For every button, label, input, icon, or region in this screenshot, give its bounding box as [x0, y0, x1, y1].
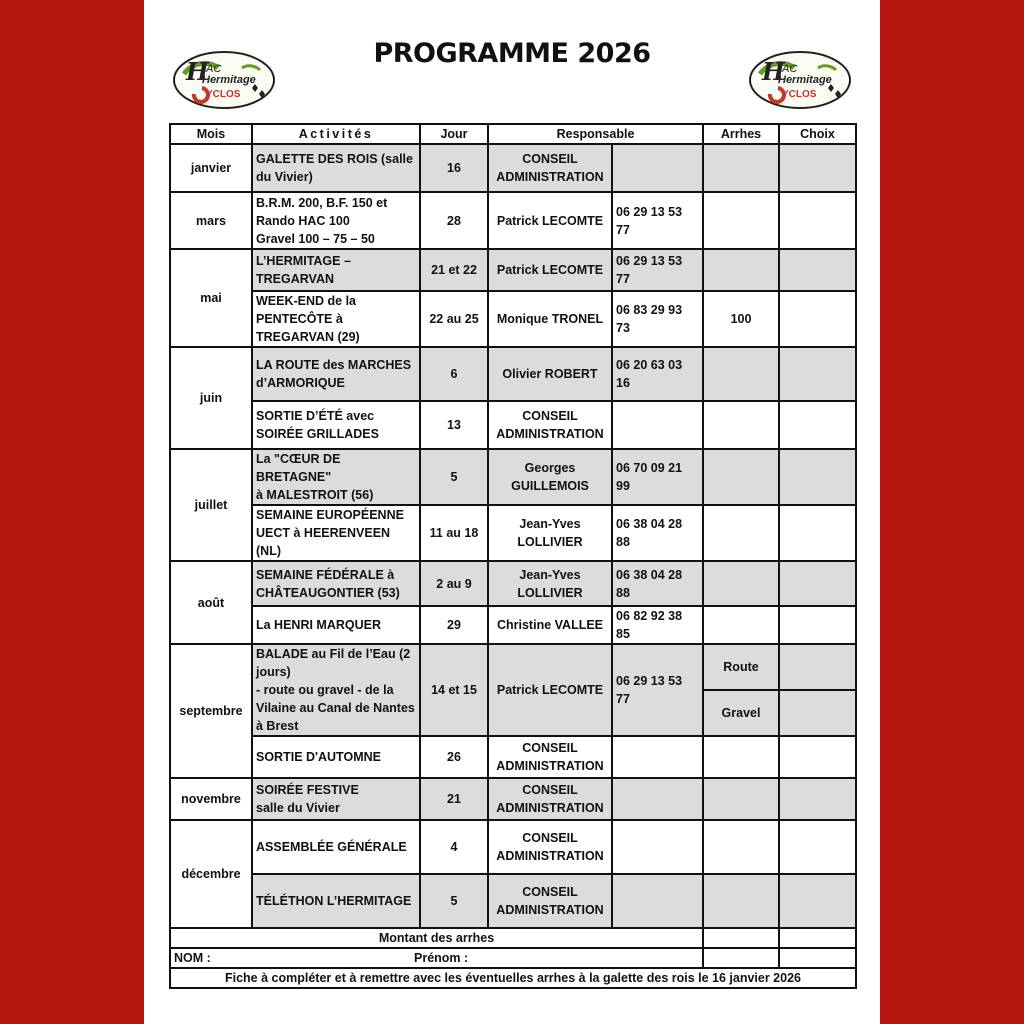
day-cell: 14 et 15	[420, 644, 488, 736]
svg-text:YCLOS: YCLOS	[206, 89, 241, 100]
header-responsable: Responsable	[488, 124, 703, 144]
responsible-cell	[488, 401, 612, 449]
submission-note: Fiche à compléter et à remettre avec les éventuelles arrhes à la galette des rois le 16 janvier 2026	[170, 968, 856, 988]
cell-line: TÉLÉTHON L’HERMITAGE	[256, 894, 412, 908]
cell-line: - route ou gravel - de la	[256, 683, 394, 697]
responsible-cell	[488, 449, 612, 505]
choice-cell[interactable]	[779, 291, 856, 347]
total-deposit-label: Montant des arrhes	[170, 928, 703, 948]
cell-line: Patrick LECOMTE	[496, 213, 604, 228]
cell-line: LOLLIVIER	[517, 585, 583, 600]
cell-line: GUILLEMOIS	[511, 479, 589, 493]
cell-line: Jean-Yves	[519, 517, 581, 531]
cell-line: L’HERMITAGE –	[256, 254, 351, 268]
day-cell: 11 au 18	[420, 505, 488, 561]
responsible-cell	[488, 144, 612, 192]
choice-cell[interactable]	[779, 401, 856, 449]
month-cell: novembre	[170, 778, 252, 820]
choice-cell[interactable]	[779, 874, 856, 928]
responsible-cell	[488, 505, 612, 561]
table-row	[170, 401, 856, 449]
table-row	[170, 144, 856, 192]
activity-cell	[252, 778, 420, 820]
cell-line: ADMINISTRATION	[496, 801, 604, 815]
header-jour: Jour	[420, 124, 488, 144]
phone-cell	[612, 144, 703, 192]
cell-line: ADMINISTRATION	[496, 759, 604, 773]
deposit-cell	[703, 874, 779, 928]
choice-cell-route[interactable]	[779, 644, 856, 690]
choice-cell[interactable]	[779, 249, 856, 291]
deposit-cell	[703, 778, 779, 820]
cell-line: GALETTE DES ROIS (salle	[256, 152, 413, 166]
header-choix: Choix	[779, 124, 856, 144]
deposit-cell	[703, 606, 779, 644]
responsible-cell	[488, 736, 612, 778]
month-cell: août	[170, 561, 252, 644]
day-cell: 5	[420, 449, 488, 505]
responsible-cell	[488, 644, 612, 736]
cell-line: CONSEIL	[522, 409, 578, 423]
table-row	[170, 778, 856, 820]
activity-cell	[252, 606, 420, 644]
cell-line: LOLLIVIER	[517, 535, 583, 549]
day-cell: 13	[420, 401, 488, 449]
day-cell: 5	[420, 874, 488, 928]
cell-line: ASSEMBLÉE GÉNÉRALE	[256, 840, 407, 854]
cell-line: Christine VALLEE	[496, 618, 604, 632]
day-cell: 28	[420, 192, 488, 249]
activity-cell	[252, 144, 420, 192]
table-row	[170, 644, 856, 690]
deposit-cell-route: Route	[703, 644, 779, 690]
deposit-cell	[703, 249, 779, 291]
day-cell: 22 au 25	[420, 291, 488, 347]
day-cell: 29	[420, 606, 488, 644]
choice-cell[interactable]	[779, 347, 856, 401]
cell-line: CHÂTEAUGONTIER (53)	[256, 585, 400, 600]
cell-line: SORTIE D’ÉTÉ avec	[256, 409, 375, 423]
table-row	[170, 874, 856, 928]
activity-cell	[252, 192, 420, 249]
cell-line: SOIRÉE GRILLADES	[256, 427, 379, 441]
activity-cell	[252, 401, 420, 449]
firstname-label: Prénom :	[414, 951, 469, 965]
choice-cell[interactable]	[779, 192, 856, 249]
total-choice-field[interactable]	[779, 928, 856, 948]
svg-text:H: H	[186, 57, 209, 86]
activity-cell	[252, 644, 420, 736]
day-cell: 6	[420, 347, 488, 401]
deposit-cell	[703, 144, 779, 192]
name-row	[170, 948, 856, 968]
phone-cell: 06 38 04 28 88	[612, 561, 703, 606]
phone-cell	[612, 820, 703, 874]
activity-cell	[252, 347, 420, 401]
cell-line: SEMAINE FÉDÉRALE à	[256, 567, 395, 582]
club-logo-left	[172, 50, 276, 110]
day-cell: 21	[420, 778, 488, 820]
choice-cell[interactable]	[779, 606, 856, 644]
svg-text:Hermitage: Hermitage	[778, 74, 832, 86]
responsible-cell	[488, 778, 612, 820]
deposit-cell: 100	[703, 291, 779, 347]
total-row	[170, 928, 856, 948]
table-row	[170, 291, 856, 347]
name-extra-field[interactable]	[703, 948, 779, 968]
cell-line: Olivier ROBERT	[502, 367, 598, 381]
phone-cell: 06 29 13 53 77	[612, 644, 703, 736]
choice-cell[interactable]	[779, 449, 856, 505]
month-cell: janvier	[170, 144, 252, 192]
header-activites: Activités	[252, 124, 420, 144]
cell-line: Patrick LECOMTE	[496, 263, 604, 277]
choice-cell[interactable]	[779, 820, 856, 874]
name-extra-field-2[interactable]	[779, 948, 856, 968]
day-cell: 21 et 22	[420, 249, 488, 291]
activity-cell	[252, 561, 420, 606]
cell-line: CONSEIL	[522, 783, 578, 797]
table-header-row	[170, 124, 856, 144]
activity-cell	[252, 291, 420, 347]
phone-cell	[612, 736, 703, 778]
deposit-cell	[703, 561, 779, 606]
choice-cell-gravel[interactable]	[779, 690, 856, 736]
cell-line: CONSEIL	[522, 885, 578, 899]
cell-line: Rando HAC 100	[256, 213, 350, 228]
month-cell: mai	[170, 249, 252, 347]
cell-line: WEEK-END de la	[256, 294, 357, 308]
name-field[interactable]	[170, 948, 703, 968]
table-row	[170, 561, 856, 606]
phone-cell: 06 82 92 38 85	[612, 606, 703, 644]
cell-line: UECT à HEERENVEEN (NL)	[256, 526, 391, 558]
deposit-cell	[703, 820, 779, 874]
cell-line: BALADE au Fil de l’Eau (2	[256, 647, 411, 661]
phone-cell: 06 38 04 28 88	[612, 505, 703, 561]
table-row	[170, 192, 856, 249]
cell-line: TREGARVAN	[256, 272, 335, 286]
responsible-cell	[488, 561, 612, 606]
cell-line: ADMINISTRATION	[496, 427, 604, 441]
phone-cell: 06 20 63 03 16	[612, 347, 703, 401]
deposit-cell	[703, 736, 779, 778]
cell-line: Gravel 100 – 75 – 50	[256, 231, 375, 246]
cell-line: d’ARMORIQUE	[256, 376, 345, 390]
cell-line: Georges	[524, 461, 576, 475]
total-deposit-field[interactable]	[703, 928, 779, 948]
phone-cell: 06 29 13 53 77	[612, 249, 703, 291]
activity-cell	[252, 449, 420, 505]
activity-cell	[252, 874, 420, 928]
activity-cell	[252, 249, 420, 291]
header-arrhes: Arrhes	[703, 124, 779, 144]
phone-cell	[612, 778, 703, 820]
responsible-cell	[488, 347, 612, 401]
choice-cell[interactable]	[779, 505, 856, 561]
responsible-cell	[488, 820, 612, 874]
cell-line: La HENRI MARQUER	[256, 618, 382, 632]
cell-line: TREGARVAN (29)	[256, 330, 360, 344]
phone-cell: 06 29 13 53 77	[612, 192, 703, 249]
day-cell: 26	[420, 736, 488, 778]
cell-line: Monique TRONEL	[496, 312, 604, 326]
responsible-cell	[488, 606, 612, 644]
activity-cell	[252, 820, 420, 874]
phone-cell	[612, 874, 703, 928]
page-title: PROGRAMME 2026	[373, 38, 651, 69]
cell-line: ADMINISTRATION	[496, 849, 604, 863]
day-cell: 2 au 9	[420, 561, 488, 606]
month-cell: juin	[170, 347, 252, 449]
cell-line: SEMAINE EUROPÉENNE	[256, 508, 404, 522]
svg-text:YCLOS: YCLOS	[782, 89, 817, 100]
cell-line: CONSEIL	[522, 831, 578, 845]
month-cell: décembre	[170, 820, 252, 928]
table-row	[170, 505, 856, 561]
phone-cell	[612, 401, 703, 449]
month-cell: mars	[170, 192, 252, 249]
club-logo-right	[748, 50, 852, 110]
deposit-cell	[703, 192, 779, 249]
table-row	[170, 606, 856, 644]
note-row	[170, 968, 856, 988]
table-row	[170, 820, 856, 874]
deposit-cell-gravel: Gravel	[703, 690, 779, 736]
cell-line: du Vivier)	[256, 170, 313, 184]
cell-line: CONSEIL	[522, 152, 578, 166]
responsible-cell	[488, 249, 612, 291]
cell-line: PENTECÔTE à	[256, 312, 343, 326]
cell-line: Jean-Yves	[519, 567, 581, 582]
choice-cell[interactable]	[779, 736, 856, 778]
deposit-cell	[703, 347, 779, 401]
cell-line: CONSEIL	[522, 741, 578, 755]
table-row	[170, 449, 856, 505]
cell-line: jours)	[256, 665, 291, 679]
table-row	[170, 736, 856, 778]
choice-cell[interactable]	[779, 778, 856, 820]
cell-line: Vilaine au Canal de Nantes	[256, 701, 415, 715]
month-cell: septembre	[170, 644, 252, 778]
day-cell: 16	[420, 144, 488, 192]
activity-cell	[252, 736, 420, 778]
cell-line: La "CŒUR DE BRETAGNE"	[256, 452, 341, 484]
header-mois: Mois	[170, 124, 252, 144]
deposit-cell	[703, 505, 779, 561]
choice-cell[interactable]	[779, 561, 856, 606]
svg-text:H: H	[762, 57, 785, 86]
month-cell: juillet	[170, 449, 252, 561]
svg-text:Hermitage: Hermitage	[202, 74, 256, 86]
name-label: NOM :	[174, 951, 211, 965]
phone-cell: 06 70 09 21 99	[612, 449, 703, 505]
cell-line: à Brest	[256, 719, 299, 733]
table-row	[170, 347, 856, 401]
responsible-cell	[488, 192, 612, 249]
cell-line: B.R.M. 200, B.F. 150 et	[256, 195, 388, 210]
cell-line: ADMINISTRATION	[496, 903, 604, 917]
phone-cell: 06 83 29 93 73	[612, 291, 703, 347]
programme-table	[169, 123, 857, 989]
svg-text:AC: AC	[782, 63, 798, 75]
deposit-cell	[703, 449, 779, 505]
cell-line: Patrick LECOMTE	[496, 683, 604, 697]
activity-cell	[252, 505, 420, 561]
cell-line: SORTIE D'AUTOMNE	[256, 750, 381, 764]
cell-line: LA ROUTE des MARCHES	[256, 358, 412, 372]
deposit-cell	[703, 401, 779, 449]
cell-line: ADMINISTRATION	[496, 170, 604, 184]
cell-line: salle du Vivier	[256, 801, 340, 815]
svg-text:AC: AC	[206, 63, 222, 75]
day-cell: 4	[420, 820, 488, 874]
choice-cell[interactable]	[779, 144, 856, 192]
table-row	[170, 249, 856, 291]
cell-line: SOIRÉE FESTIVE	[256, 783, 359, 797]
responsible-cell	[488, 291, 612, 347]
cell-line: à MALESTROIT (56)	[256, 488, 374, 502]
responsible-cell	[488, 874, 612, 928]
